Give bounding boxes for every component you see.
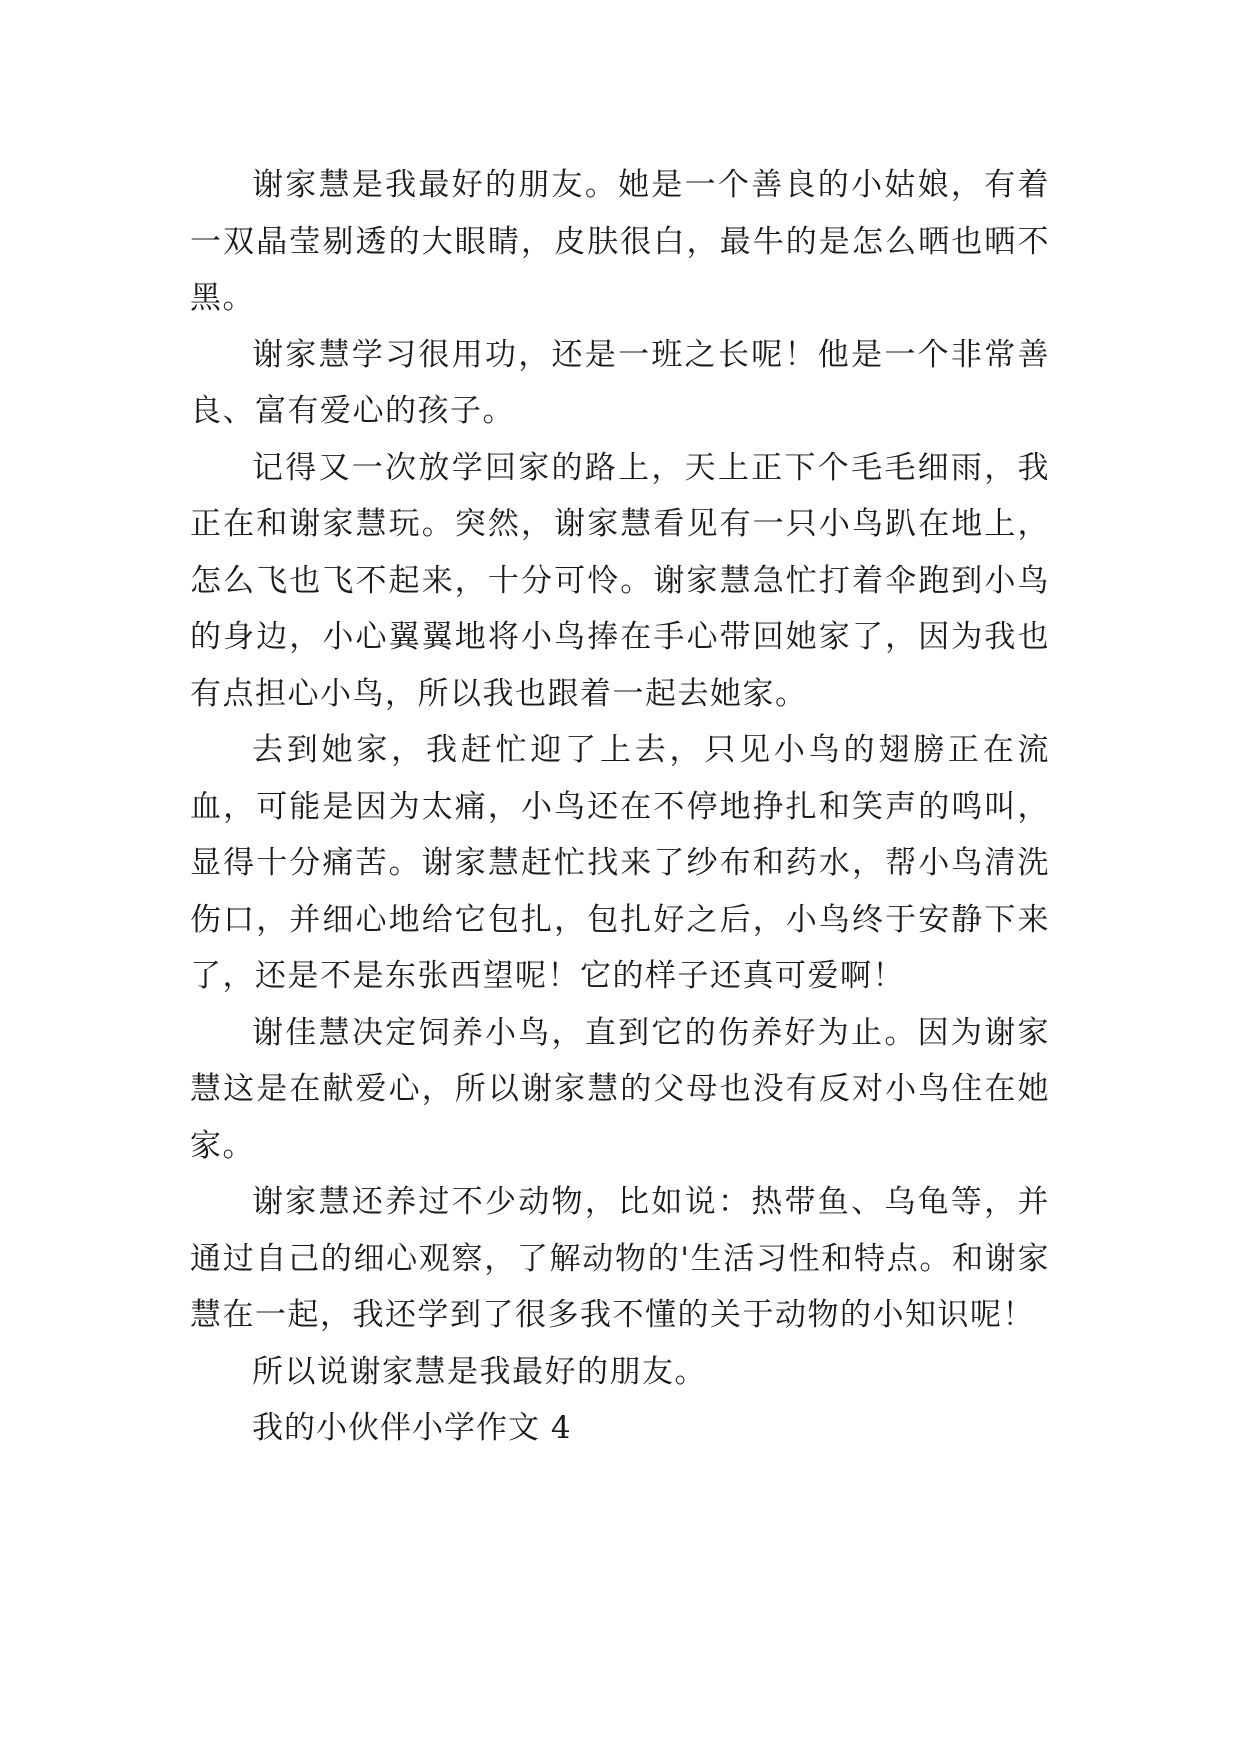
- paragraph-2: 谢家慧学习很用功，还是一班之长呢！他是一个非常善良、富有爱心的孩子。: [190, 336, 1050, 429]
- paragraph-5: 谢佳慧决定饲养小鸟，直到它的伤养好为止。因为谢家慧这是在献爱心，所以谢家慧的父母也没有反对小鸟住在她家。: [190, 1014, 1050, 1164]
- paragraph-3: 记得又一次放学回家的路上，天上正下个毛毛细雨，我正在和谢家慧玩。突然，谢家慧看见有一只小鸟趴在地上，怎么飞也飞不起来，十分可怜。谢家慧急忙打着伞跑到小鸟的身边，小心翼翼地将小鸟捧在手心带回她家了，因为我也有点担心小鸟，所以我也跟着一起去她家。: [190, 449, 1050, 712]
- paragraph-1: 谢家慧是我最好的朋友。她是一个善良的小姑娘，有着一双晶莹剔透的大眼睛，皮肤很白，最牛的是怎么晒也晒不黑。: [190, 167, 1050, 316]
- paragraph-7: 所以说谢家慧是我最好的朋友。: [252, 1353, 707, 1390]
- document-body: [190, 157, 1050, 1457]
- paragraph-4: 去到她家，我赶忙迎了上去，只见小鸟的翅膀正在流血，可能是因为太痛，小鸟还在不停地挣扎和笑声的鸣叫，显得十分痛苦。谢家慧赶忙找来了纱布和药水，帮小鸟清洗伤口，并细心地给它包扎，包扎好之后，小鸟终于安静下来了，还是不是东张西望呢！它的样子还真可爱啊！: [190, 732, 1050, 994]
- paragraph-6: 谢家慧还养过不少动物，比如说：热带鱼、乌龟等，并通过自己的细心观察，了解动物的'生活习性和特点。和谢家慧在一起，我还学到了很多我不懂的关于动物的小知识呢！: [190, 1184, 1050, 1333]
- section-title: 我的小伙伴小学作文 4: [252, 1410, 572, 1446]
